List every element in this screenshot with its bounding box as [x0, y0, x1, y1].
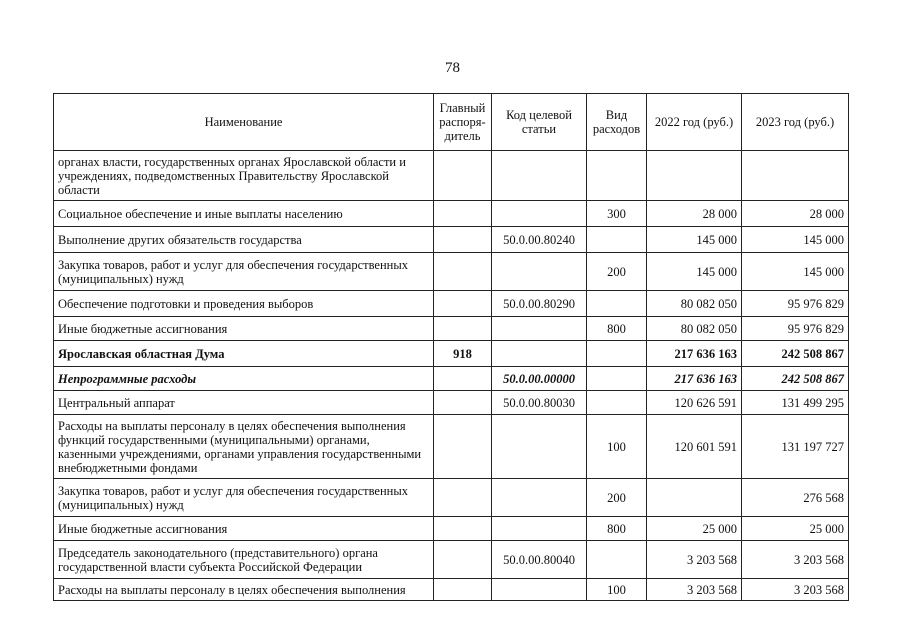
cell-2023: 276 568: [742, 479, 849, 517]
cell-code: [492, 253, 587, 291]
cell-type: 200: [587, 479, 647, 517]
cell-2023: 242 508 867: [742, 367, 849, 391]
cell-type: [587, 367, 647, 391]
cell-type: 100: [587, 415, 647, 479]
cell-type: [587, 227, 647, 253]
table-row: [54, 151, 849, 201]
header-code: Код целевой статьи: [492, 94, 587, 151]
cell-admin: [434, 517, 492, 541]
cell-type: 300: [587, 201, 647, 227]
cell-type: [587, 151, 647, 201]
cell-code: [492, 415, 587, 479]
table-row: [54, 253, 849, 291]
cell-code: [492, 201, 587, 227]
cell-2023: 131 197 727: [742, 415, 849, 479]
cell-code: 50.0.00.80040: [492, 541, 587, 579]
cell-name: Иные бюджетные ассигнования: [54, 317, 434, 341]
cell-admin: [434, 151, 492, 201]
cell-type: 800: [587, 317, 647, 341]
table-row: [54, 367, 849, 391]
cell-type: 200: [587, 253, 647, 291]
table-row: [54, 517, 849, 541]
cell-code: [492, 517, 587, 541]
cell-admin: [434, 317, 492, 341]
cell-name: Иные бюджетные ассигнования: [54, 517, 434, 541]
cell-2023: [742, 151, 849, 201]
table-row: [54, 479, 849, 517]
cell-admin: [434, 291, 492, 317]
cell-name: Ярославская областная Дума: [54, 341, 434, 367]
cell-2023: 242 508 867: [742, 341, 849, 367]
page-number: 78: [445, 60, 460, 76]
cell-2022: 120 626 591: [647, 391, 742, 415]
cell-2022: 80 082 050: [647, 291, 742, 317]
cell-name: Выполнение других обязательств государства: [54, 227, 434, 253]
budget-table: [53, 93, 849, 601]
cell-2023: 95 976 829: [742, 291, 849, 317]
cell-name: Обеспечение подготовки и проведения выборов: [54, 291, 434, 317]
table-row: [54, 541, 849, 579]
cell-2023: 145 000: [742, 253, 849, 291]
cell-code: [492, 317, 587, 341]
cell-code: 50.0.00.80290: [492, 291, 587, 317]
cell-admin: [434, 201, 492, 227]
cell-type: 100: [587, 579, 647, 601]
cell-2022: 28 000: [647, 201, 742, 227]
table-row: [54, 341, 849, 367]
cell-name: Расходы на выплаты персоналу в целях обеспечения выполнения: [54, 579, 434, 601]
table-row: [54, 391, 849, 415]
cell-admin: [434, 479, 492, 517]
table-row: [54, 291, 849, 317]
cell-2022: 80 082 050: [647, 317, 742, 341]
cell-2022: 3 203 568: [647, 579, 742, 601]
cell-name: Председатель законодательного (представительного) органа государственной власти субъекта Российской Федерации: [54, 541, 434, 579]
cell-code: [492, 151, 587, 201]
cell-name: Центральный аппарат: [54, 391, 434, 415]
cell-name: Закупка товаров, работ и услуг для обеспечения государственных (муниципальных) нужд: [54, 253, 434, 291]
cell-code: [492, 479, 587, 517]
header-type: Вид расходов: [587, 94, 647, 151]
header-2022: 2022 год (руб.): [647, 94, 742, 151]
cell-admin: 918: [434, 341, 492, 367]
cell-2022: [647, 151, 742, 201]
cell-name: Непрограммные расходы: [54, 367, 434, 391]
cell-2022: 25 000: [647, 517, 742, 541]
header-name: Наименование: [54, 94, 434, 151]
cell-type: [587, 391, 647, 415]
cell-admin: [434, 227, 492, 253]
cell-2023: 25 000: [742, 517, 849, 541]
cell-2022: 217 636 163: [647, 367, 742, 391]
cell-name: Социальное обеспечение и иные выплаты населению: [54, 201, 434, 227]
cell-admin: [434, 253, 492, 291]
cell-admin: [434, 541, 492, 579]
cell-2023: 3 203 568: [742, 541, 849, 579]
cell-2022: 120 601 591: [647, 415, 742, 479]
cell-2023: 145 000: [742, 227, 849, 253]
table-row: [54, 579, 849, 601]
cell-type: [587, 541, 647, 579]
cell-2022: [647, 479, 742, 517]
cell-2022: 3 203 568: [647, 541, 742, 579]
cell-code: 50.0.00.80240: [492, 227, 587, 253]
cell-2023: 95 976 829: [742, 317, 849, 341]
cell-code: [492, 341, 587, 367]
cell-name: Расходы на выплаты персоналу в целях обеспечения выполнения функций государственными (муниципальными) органами, казенными учреждениями, органами управления государственными внебюджетными фондами: [54, 415, 434, 479]
table-row: [54, 227, 849, 253]
cell-2023: 3 203 568: [742, 579, 849, 601]
cell-2023: 28 000: [742, 201, 849, 227]
table-row: [54, 317, 849, 341]
cell-type: [587, 341, 647, 367]
cell-2022: 145 000: [647, 227, 742, 253]
cell-code: 50.0.00.80030: [492, 391, 587, 415]
cell-type: 800: [587, 517, 647, 541]
header-admin: Главный распоря-дитель: [434, 94, 492, 151]
cell-2022: 217 636 163: [647, 341, 742, 367]
cell-name: органах власти, государственных органах Ярославской области и учреждениях, подведомственных Правительству Ярославской области: [54, 151, 434, 201]
cell-code: [492, 579, 587, 601]
cell-name: Закупка товаров, работ и услуг для обеспечения государственных (муниципальных) нужд: [54, 479, 434, 517]
header-2023: 2023 год (руб.): [742, 94, 849, 151]
table-row: [54, 201, 849, 227]
header-row: [54, 94, 849, 151]
cell-admin: [434, 579, 492, 601]
cell-code: 50.0.00.00000: [492, 367, 587, 391]
cell-admin: [434, 415, 492, 479]
cell-admin: [434, 391, 492, 415]
cell-type: [587, 291, 647, 317]
cell-admin: [434, 367, 492, 391]
cell-2022: 145 000: [647, 253, 742, 291]
cell-2023: 131 499 295: [742, 391, 849, 415]
table-row: [54, 415, 849, 479]
